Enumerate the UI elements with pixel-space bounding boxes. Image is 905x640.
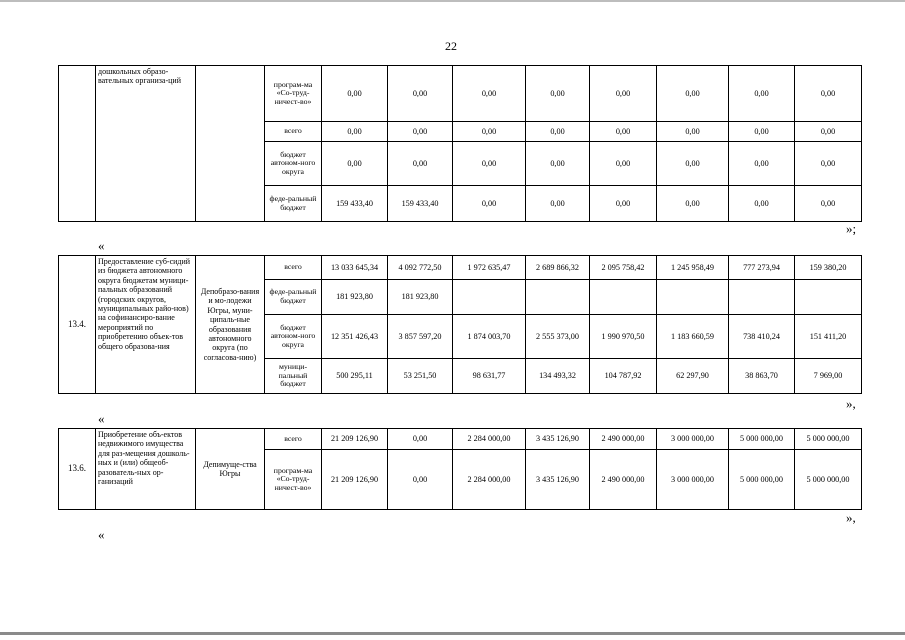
amount-cell: 0,00 [590, 142, 657, 186]
scan-top-edge [0, 0, 905, 2]
amount-cell: 0,00 [795, 142, 862, 186]
amount-cell: 7 969,00 [795, 359, 862, 394]
amount-cell: 159 433,40 [388, 186, 453, 222]
row-description: Предоставление суб-сидий из бюджета автономного округа бюджетам муници-пальных образований (городских округов, муниципальных райо-нов) на софинансиро-вание мероприятий по приобретению объек-тов общего образова-ния [96, 256, 196, 394]
amount-cell: 0,00 [657, 142, 729, 186]
amount-cell: 1 972 635,47 [453, 256, 526, 280]
amount-cell [590, 280, 657, 315]
amount-cell: 1 183 660,59 [657, 315, 729, 359]
amount-cell: 0,00 [526, 186, 590, 222]
opening-quote-mark: « [98, 527, 105, 542]
amount-cell: 0,00 [657, 66, 729, 122]
amount-cell: 0,00 [590, 66, 657, 122]
responsible-org: Депимуще-ства Югры [196, 429, 265, 510]
amount-cell: 0,00 [453, 142, 526, 186]
amount-cell: 0,00 [453, 122, 526, 142]
amount-cell: 2 095 758,42 [590, 256, 657, 280]
amount-cell: 0,00 [453, 66, 526, 122]
amount-cell: 134 493,32 [526, 359, 590, 394]
amount-cell: 3 857 597,20 [388, 315, 453, 359]
amount-cell: 0,00 [795, 66, 862, 122]
amount-cell [729, 280, 795, 315]
budget-table-13-4 [58, 255, 862, 394]
amount-cell: 0,00 [322, 142, 388, 186]
funding-source-label: програм-ма «Со-труд-ничест-во» [265, 66, 322, 122]
amount-cell: 5 000 000,00 [729, 429, 795, 450]
amount-cell: 0,00 [795, 186, 862, 222]
closing-quote-mark: »; [846, 221, 857, 236]
budget-table-13-6 [58, 428, 862, 510]
amount-cell: 4 092 772,50 [388, 256, 453, 280]
opening-quote-mark: « [98, 411, 105, 426]
amount-cell: 98 631,77 [453, 359, 526, 394]
amount-cell: 1 245 958,49 [657, 256, 729, 280]
amount-cell: 2 284 000,00 [453, 450, 526, 510]
page-number: 22 [445, 39, 457, 53]
amount-cell: 0,00 [388, 66, 453, 122]
amount-cell: 159 433,40 [322, 186, 388, 222]
amount-cell: 0,00 [729, 122, 795, 142]
amount-cell: 38 863,70 [729, 359, 795, 394]
amount-cell: 5 000 000,00 [795, 450, 862, 510]
amount-cell: 0,00 [590, 186, 657, 222]
amount-cell: 3 435 126,90 [526, 450, 590, 510]
amount-cell: 2 689 866,32 [526, 256, 590, 280]
amount-cell: 3 000 000,00 [657, 450, 729, 510]
amount-cell: 0,00 [388, 122, 453, 142]
amount-cell: 62 297,90 [657, 359, 729, 394]
amount-cell: 0,00 [322, 122, 388, 142]
funding-source-label: всего [265, 256, 322, 280]
amount-cell [657, 280, 729, 315]
funding-source-label: бюджет автоном-ного округа [265, 142, 322, 186]
amount-cell: 777 273,94 [729, 256, 795, 280]
funding-source-label: феде-ральный бюджет [265, 186, 322, 222]
amount-cell: 181 923,80 [388, 280, 453, 315]
amount-cell: 0,00 [795, 122, 862, 142]
amount-cell: 0,00 [388, 450, 453, 510]
funding-source-label: муници-пальный бюджет [265, 359, 322, 394]
amount-cell: 181 923,80 [322, 280, 388, 315]
org-cell [196, 66, 265, 222]
funding-source-label: всего [265, 122, 322, 142]
amount-cell: 3 000 000,00 [657, 429, 729, 450]
closing-quote-mark: », [846, 396, 856, 411]
amount-cell: 0,00 [729, 186, 795, 222]
amount-cell: 0,00 [526, 122, 590, 142]
amount-cell: 1 990 970,50 [590, 315, 657, 359]
amount-cell: 2 555 373,00 [526, 315, 590, 359]
funding-source-label: феде-ральный бюджет [265, 280, 322, 315]
amount-cell [526, 280, 590, 315]
row-description: Приобретение объ-ектов недвижимого имущества для раз-мещения дошколь-ных и (или) общеоб-разователь-ных ор-ганизаций [96, 429, 196, 510]
item-index: 13.6. [59, 429, 96, 510]
amount-cell: 0,00 [657, 186, 729, 222]
funding-source-label: всего [265, 429, 322, 450]
amount-cell: 12 351 426,43 [322, 315, 388, 359]
amount-cell: 159 380,20 [795, 256, 862, 280]
amount-cell: 0,00 [526, 142, 590, 186]
amount-cell: 3 435 126,90 [526, 429, 590, 450]
amount-cell: 2 490 000,00 [590, 450, 657, 510]
amount-cell: 13 033 645,34 [322, 256, 388, 280]
amount-cell: 53 251,50 [388, 359, 453, 394]
amount-cell: 151 411,20 [795, 315, 862, 359]
amount-cell: 2 490 000,00 [590, 429, 657, 450]
index-cell [59, 66, 96, 222]
responsible-org: Депобразо-вания и мо-лодежи Югры, муни-ципаль-ные образования автономного округа (по согласова-нию) [196, 256, 265, 394]
amount-cell: 21 209 126,90 [322, 429, 388, 450]
closing-quote-mark: », [846, 510, 856, 525]
amount-cell [453, 280, 526, 315]
amount-cell: 0,00 [388, 429, 453, 450]
amount-cell: 1 874 003,70 [453, 315, 526, 359]
amount-cell: 5 000 000,00 [795, 429, 862, 450]
scan-bottom-edge [0, 632, 905, 635]
amount-cell: 500 295,11 [322, 359, 388, 394]
amount-cell: 0,00 [322, 66, 388, 122]
funding-source-label: бюджет автоном-ного округа [265, 315, 322, 359]
amount-cell [795, 280, 862, 315]
amount-cell: 104 787,92 [590, 359, 657, 394]
amount-cell: 0,00 [729, 66, 795, 122]
amount-cell: 0,00 [657, 122, 729, 142]
amount-cell: 21 209 126,90 [322, 450, 388, 510]
funding-source-label: програм-ма «Со-труд-ничест-во» [265, 450, 322, 510]
amount-cell: 0,00 [729, 142, 795, 186]
row-description: дошкольных образо-вательных организа-ций [96, 66, 196, 222]
budget-table-continuation [58, 65, 862, 222]
amount-cell: 0,00 [590, 122, 657, 142]
amount-cell: 0,00 [453, 186, 526, 222]
amount-cell: 0,00 [388, 142, 453, 186]
item-index: 13.4. [59, 256, 96, 394]
amount-cell: 0,00 [526, 66, 590, 122]
amount-cell: 5 000 000,00 [729, 450, 795, 510]
amount-cell: 2 284 000,00 [453, 429, 526, 450]
opening-quote-mark: « [98, 238, 105, 253]
amount-cell: 738 410,24 [729, 315, 795, 359]
